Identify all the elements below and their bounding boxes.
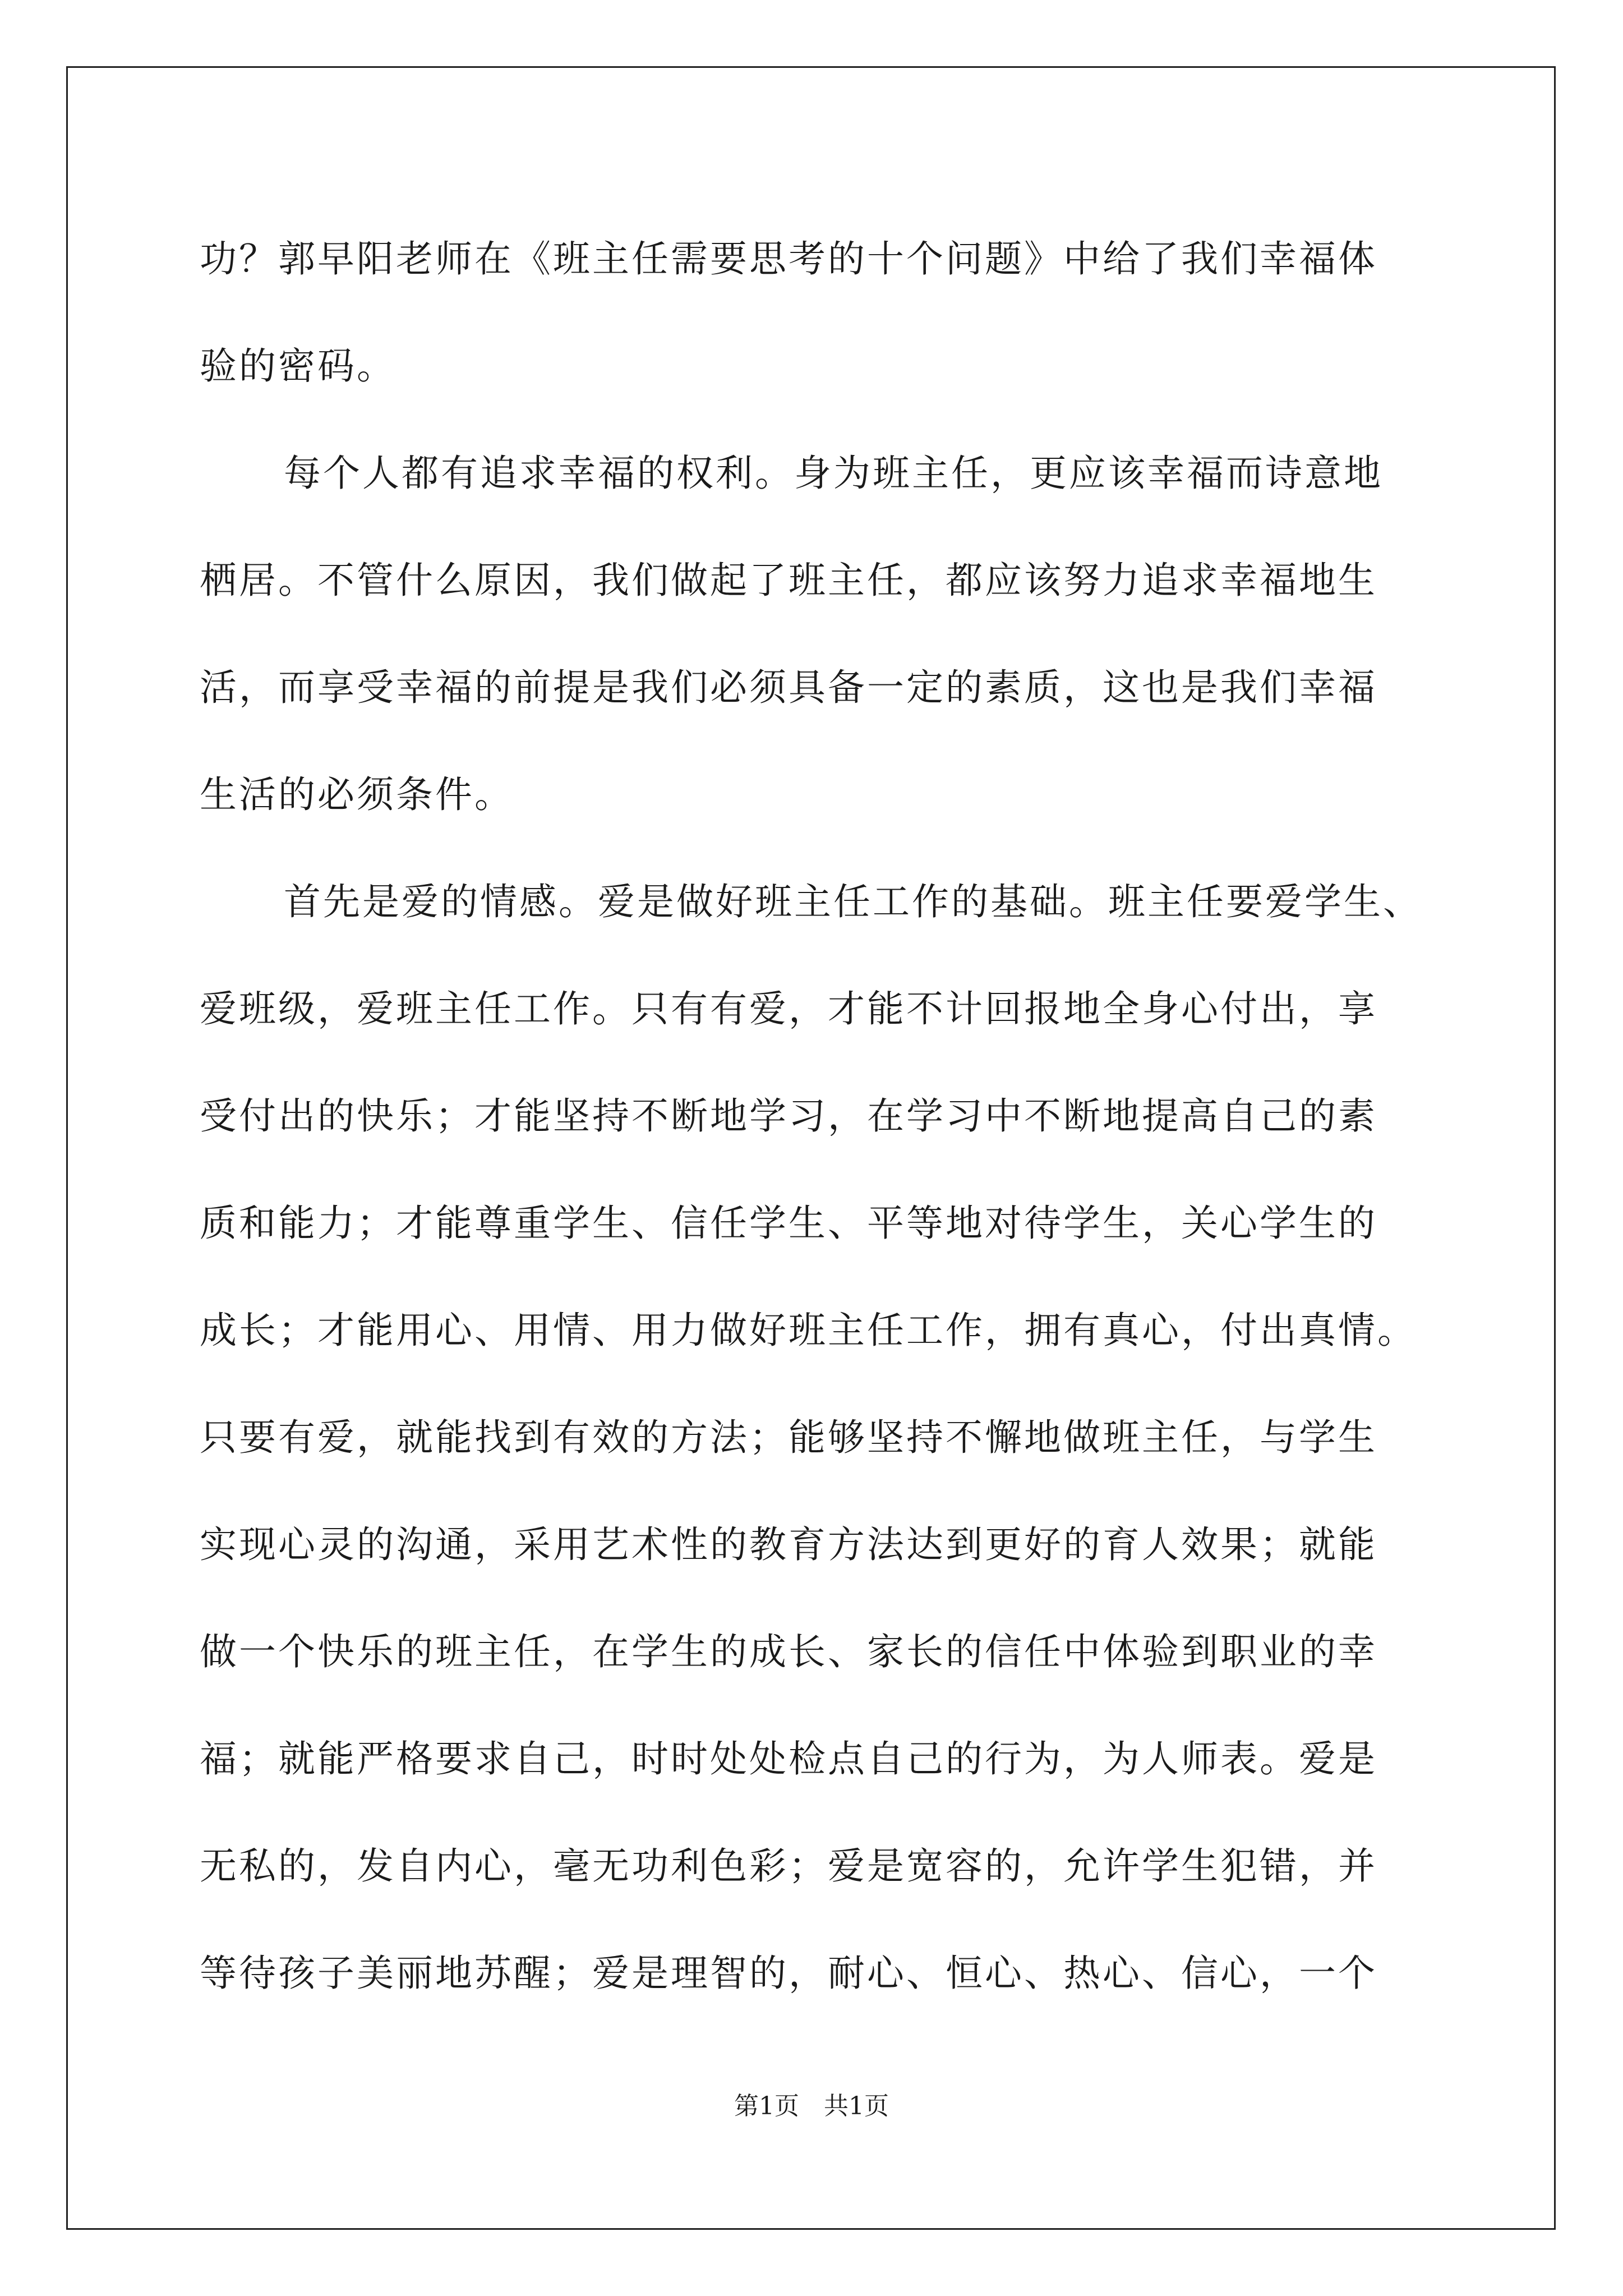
text-line: 爱班级，爱班主任工作。只有有爱，才能不计回报地全身心付出，享 — [200, 987, 1377, 1030]
text-line: 首先是爱的情感。爱是做好班主任工作的基础。班主任要爱学生、 — [284, 880, 1422, 923]
document-body — [200, 205, 1433, 2027]
text-line: 栖居。不管什么原因，我们做起了班主任，都应该努力追求幸福地生 — [200, 559, 1377, 602]
text-line: 做一个快乐的班主任，在学生的成长、家长的信任中体验到职业的幸 — [200, 1630, 1377, 1673]
text-line: 活，而享受幸福的前提是我们必须具备一定的素质，这也是我们幸福 — [200, 666, 1377, 709]
text-line: 福；就能严格要求自己，时时处处检点自己的行为，为人师表。爱是 — [200, 1737, 1377, 1780]
text-line: 生活的必须条件。 — [200, 773, 514, 816]
text-line: 成长；才能用心、用情、用力做好班主任工作，拥有真心，付出真情。 — [200, 1309, 1417, 1352]
text-line: 验的密码。 — [200, 344, 396, 388]
page-number-footer: 第1页 共1页 — [734, 2092, 889, 2120]
text-line: 实现心灵的沟通，采用艺术性的教育方法达到更好的育人效果；就能 — [200, 1523, 1377, 1566]
text-line: 受付出的快乐；才能坚持不断地学习，在学习中不断地提高自己的素 — [200, 1094, 1377, 1138]
text-line: 无私的，发自内心，毫无功利色彩；爱是宽容的，允许学生犯错，并 — [200, 1844, 1377, 1888]
text-line: 等待孩子美丽地苏醒；爱是理智的，耐心、恒心、热心、信心，一个 — [200, 1952, 1377, 1995]
text-line: 每个人都有追求幸福的权利。身为班主任，更应该幸福而诗意地 — [284, 452, 1383, 495]
text-line: 功？郭早阳老师在《班主任需要思考的十个问题》中给了我们幸福体 — [200, 237, 1377, 280]
text-line: 只要有爱，就能找到有效的方法；能够坚持不懈地做班主任，与学生 — [200, 1416, 1377, 1459]
text-line: 质和能力；才能尊重学生、信任学生、平等地对待学生，关心学生的 — [200, 1202, 1377, 1245]
